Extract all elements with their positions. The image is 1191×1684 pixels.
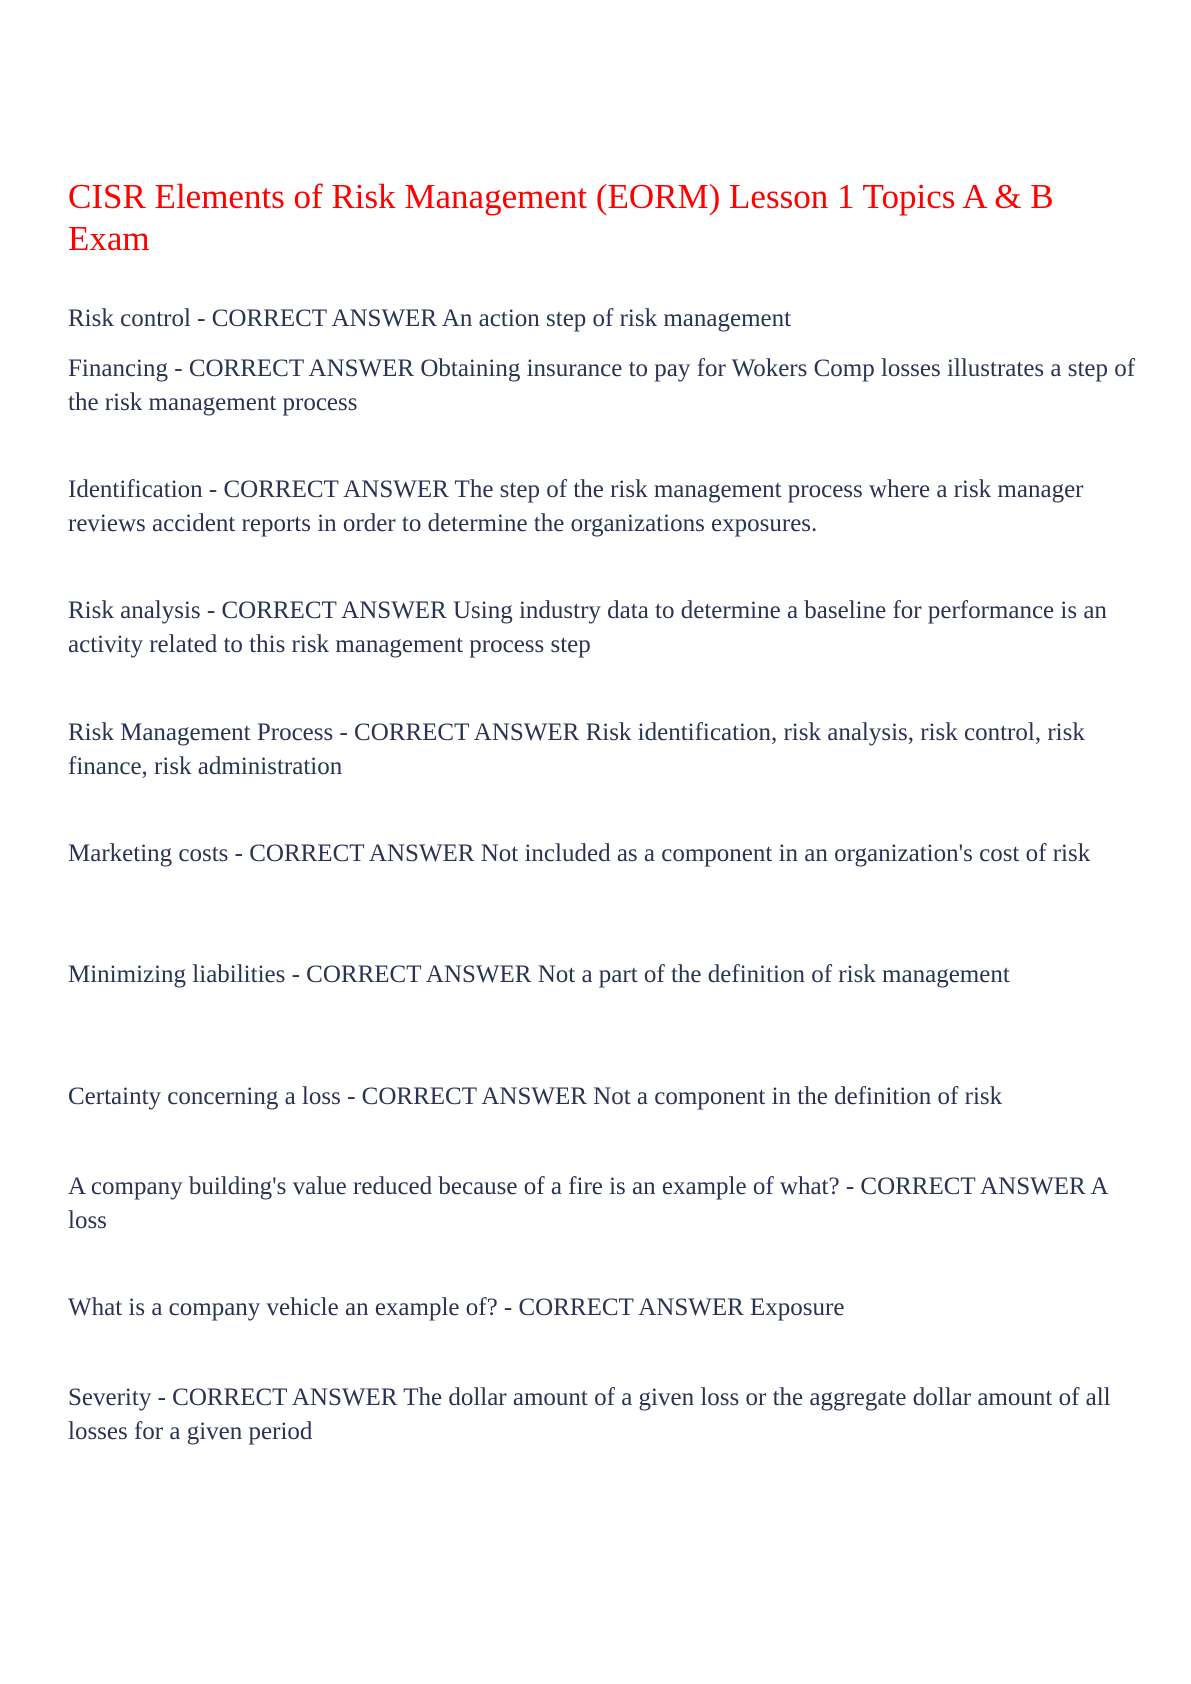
qa-item-minimizing-liabilities: Minimizing liabilities - CORRECT ANSWER Not a part of the definition of risk management xyxy=(68,961,1010,988)
qa-item-certainty-concerning-loss: Certainty concerning a loss - CORRECT ANSWER Not a component in the definition of risk xyxy=(68,1083,1003,1110)
qa-item-building-value-loss: A company building's value reduced because of a fire is an example of what? - CORRECT ANSWER A loss xyxy=(68,1173,1108,1234)
qa-item-risk-analysis: Risk analysis - CORRECT ANSWER Using industry data to determine a baseline for performance is an activity related to this risk management process step xyxy=(68,597,1107,658)
document-title: CISR Elements of Risk Management (EORM) Lesson 1 Topics A & B Exam xyxy=(68,177,1054,258)
qa-item-financing: Financing - CORRECT ANSWER Obtaining insurance to pay for Wokers Comp losses illustrates a step of the risk management process xyxy=(68,355,1136,416)
qa-item-company-vehicle: What is a company vehicle an example of? - CORRECT ANSWER Exposure xyxy=(68,1294,845,1321)
qa-item-identification: Identification - CORRECT ANSWER The step of the risk management process where a risk manager reviews accident reports in order to determine the organizations exposures. xyxy=(68,476,1084,537)
qa-item-severity: Severity - CORRECT ANSWER The dollar amount of a given loss or the aggregate dollar amount of all losses for a given period xyxy=(68,1384,1111,1445)
qa-item-marketing-costs: Marketing costs - CORRECT ANSWER Not included as a component in an organization's cost of risk xyxy=(68,840,1091,867)
qa-item-risk-management-process: Risk Management Process - CORRECT ANSWER Risk identification, risk analysis, risk control, risk finance, risk administration xyxy=(68,719,1085,780)
qa-item-risk-control: Risk control - CORRECT ANSWER An action step of risk management xyxy=(68,305,792,332)
